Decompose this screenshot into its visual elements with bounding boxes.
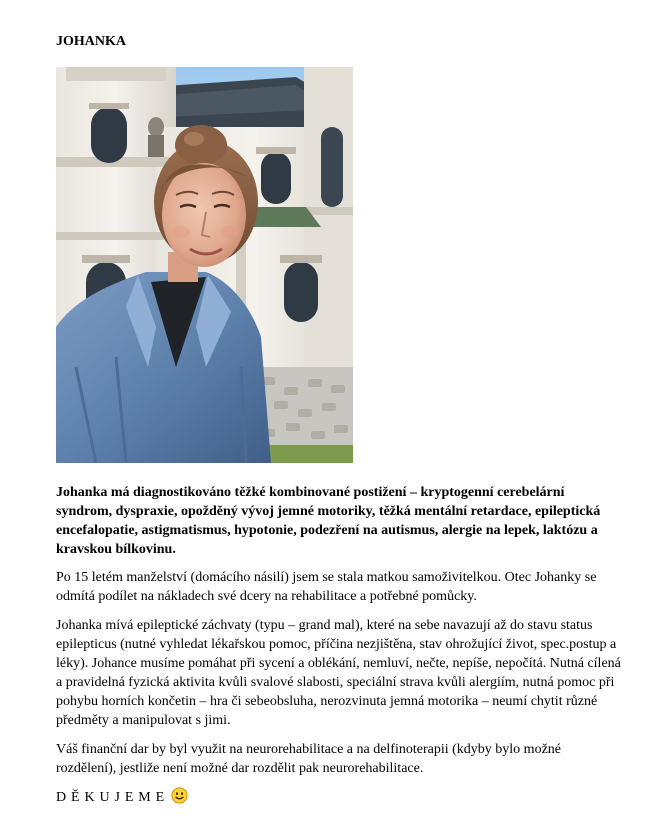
smiley-face-icon <box>171 787 188 810</box>
portrait-photo <box>56 67 353 463</box>
thanks-line <box>56 787 188 810</box>
condition-paragraph: Johanka mívá epileptické záchvaty (typu – grand mal), které na sebe navazují až do stavu status epilepticus (nutné vyhledat lékařskou pomoc, příčina nezjištěna, stav ohrožující život, spec.postup a léky). Johance musíme pomáhat při sycení a oblékání, nemluví, nečte, nepíše, nepočítá. Nutná cílená a pravidelná fyzická aktivita kvůli svalové slabosti, speciální strava kvůli alergiím, nutná pomoc při pohybu horních končetin – hra či sebeobsluha, nerozvinuta jemná motorika – neumí chytit různé předměty a manipulovat s jimi. <box>56 618 621 728</box>
family-paragraph: Po 15 letém manželství (domácího násilí) jsem se stala matkou samoživitelkou. Otec Johanky se odmítá podílet na nákladech své dcery na rehabilitace a potřebné pomůcky. <box>56 570 597 604</box>
document-title: JOHANKA <box>56 34 126 49</box>
thanks-text: DĚKUJEME <box>56 790 170 805</box>
diagnosis-paragraph: Johanka má diagnostikováno těžké kombinované postižení – kryptogenní cerebelární syndrom, dyspraxie, opožděný vývoj jemné motoriky, těžká mentální retardace, epileptická encefalopatie, astigmatismus, hypotonie, podezření na autismus, alergie na lepek, laktózu a kravskou bílkovinu. <box>56 485 601 557</box>
donation-paragraph: Váš finanční dar by byl využit na neurorehabilitace a na delfinoterapii (kdyby bylo možné rozdělení), jestliže není možné dar rozdělit pak neurorehabilitace. <box>56 742 561 776</box>
